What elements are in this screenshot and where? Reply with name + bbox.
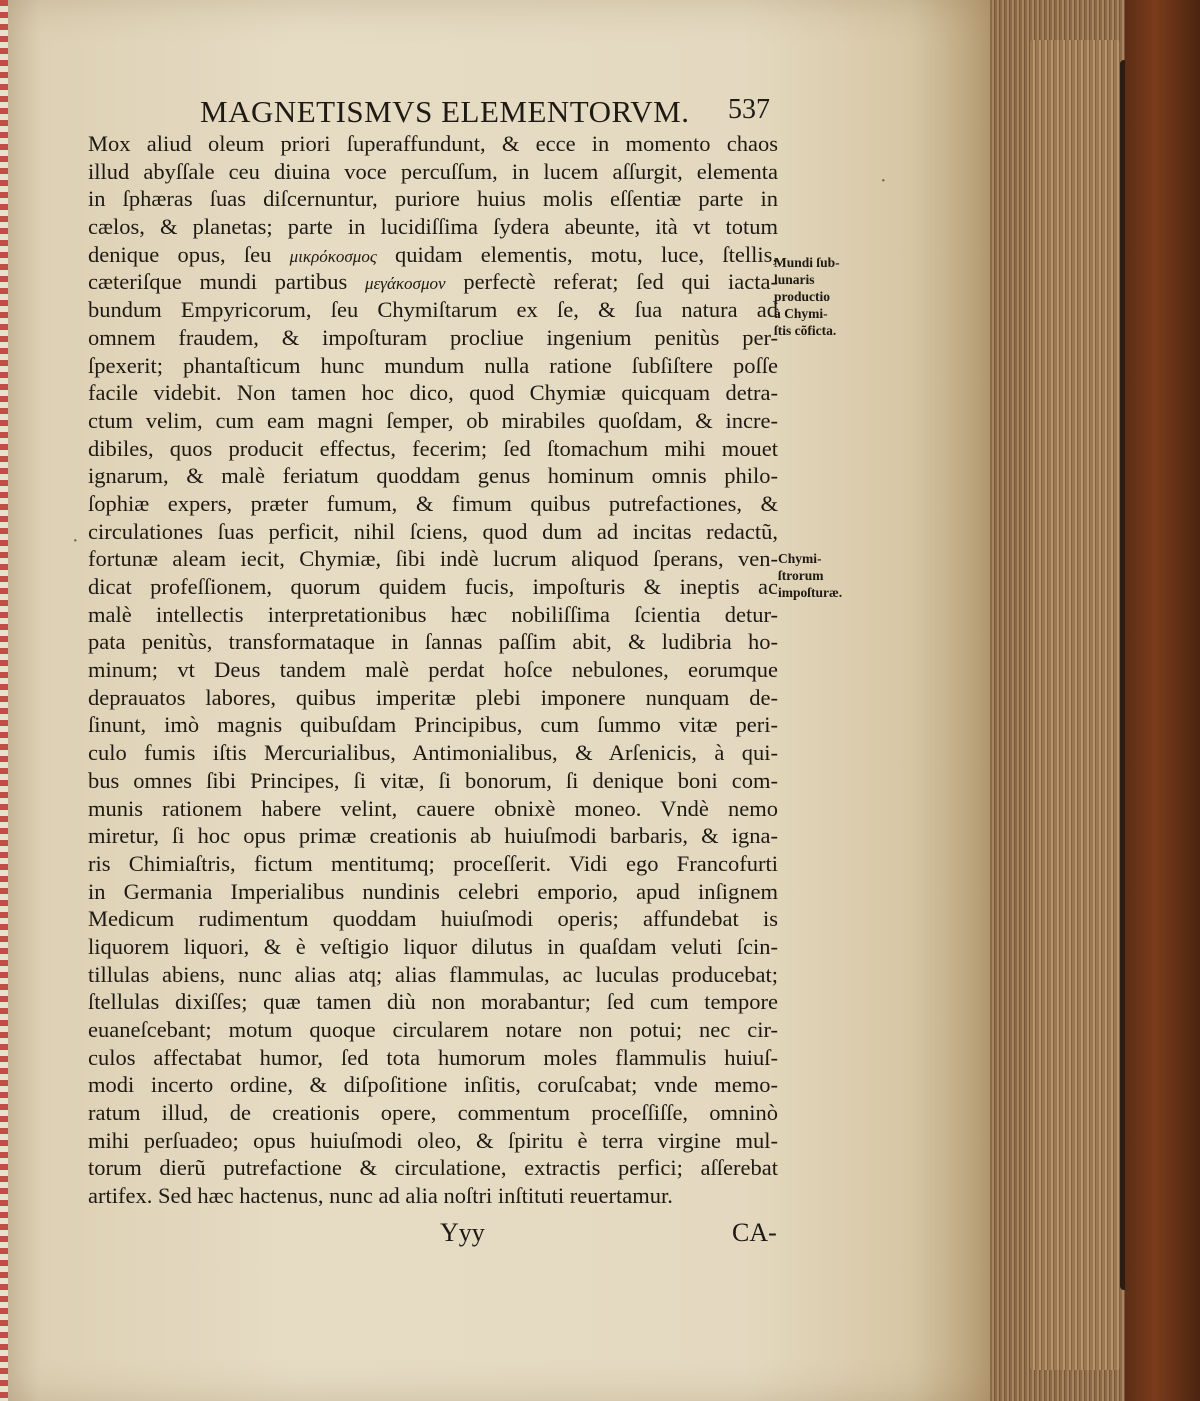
marginal-line: productio [774,289,831,304]
text-line: circulationes ſuas perficit, nihil ſciens, quod dum ad incitas redactũ, [88,518,778,544]
text-line: tillulas abiens, nunc alias atq; alias flammulas, ac luculas producebat; [88,961,778,987]
text-line: fortunæ aleam iecit, Chymiæ, ſibi indè lucrum aliquod ſperans, ven- [88,546,778,572]
text-line: artifex. Sed hæc hactenus, nunc ad alia noſtri inſtituti reuertamur. [88,1183,673,1209]
text-line: ſinunt, imò magnis quibuſdam Principibus, cum ſummo vitæ peri- [88,712,778,738]
text-line: miretur, ſi hoc opus primæ creationis ab huiuſmodi barbaris, & igna- [88,823,778,849]
text-line: liquorem liquori, & è veſtigio liquor dilutus in quaſdam veluti ſcin- [88,933,778,959]
text-line: minum; vt Deus tandem malè perdat hoſce nebulones, eorumque [88,657,778,683]
line-head: denique opus, ſeu [88,241,272,267]
text-line: bundum Empyricorum, ſeu Chymiſtarum ex ſe, & ſua natura ad [88,297,778,323]
text-line: culos affectabat humor, ſed tota humorum moles flammulis huiuſ- [88,1044,778,1070]
marginal-line: à Chymi- [774,306,828,321]
catchword: CA- [732,1218,777,1247]
text-line: in ſphæras ſuas diſcernuntur, puriore huius molis eſſentiæ parte in [88,186,778,212]
text-line: dibiles, quos producit effectus, fecerim; ſed ſtomachum mihi mouet [88,435,778,461]
running-head [200,94,770,134]
text-line: cælos, & planetas; parte in lucidiſſima ſydera abeunte, ità vt totum [88,214,778,240]
line-head: cæteriſque mundi partibus [88,269,348,295]
text-line: omnem fraudem, & impoſturam procliue ingenium penitùs per- [88,324,778,350]
marginal-line: ſtrorum [778,568,824,583]
marginal-note-chymistrorum [778,550,868,601]
text-line: ctum velim, cum eam magni ſemper, ob mirabiles quoſdam, & incre- [88,407,778,433]
text-line: ris Chimiaſtris, fictum mentitumq; proceſſerit. Vidi ego Francofurti [88,850,778,876]
page-block-inner [1030,40,1120,1370]
text-line: malè intellectis interpretationibus hæc nobiliſſima ſcientia detur- [88,601,778,627]
text-line: ſpexerit; phantaſticum hunc mundum nulla ratione ſubſiſtere poſſe [88,352,778,378]
greek-word: μικρόκοσμος [289,246,377,266]
marginal-line: impoſturæ. [778,585,843,600]
marginal-line: lunaris [774,272,815,287]
text-line: modi incerto ordine, & diſpoſitione inſitis, coruſcabat; vnde memo- [88,1072,778,1098]
text-line: ſophiæ expers, præter fumum, & fimum quibus putrefactiones, & [88,490,778,516]
text-line: mihi perſuadeo; opus huiuſmodi oleo, & ſpiritu è terra virgine mul- [88,1127,778,1153]
text-line: ignarum, & malè feriatum quoddam genus hominum omnis philo- [88,463,778,489]
marginal-line: Mundi ſub- [774,255,840,270]
text-line: culo fumis iſtis Mercurialibus, Antimonialibus, & Arſenicis, à qui- [88,740,778,766]
text-line: ſtellulas dixiſſes; quæ tamen diù non morabantur; ſed cum tempore [88,989,778,1015]
line-tail: perfectè referat; ſed qui iacta- [463,269,778,295]
text-line: Mox aliud oleum priori ſuperaffundunt, & ecce in momento chaos [88,131,778,156]
text-line-with-greek [88,241,778,269]
text-line: euaneſcebant; motum quoque circularem notare non potui; nec cir- [88,1017,778,1042]
text-line: illud abyſſale ceu diuina voce percuſſum, in lucem aſſurgit, elementa [88,158,778,184]
marginal-line: Chymi- [778,551,822,566]
stray-mark: · [880,170,887,192]
signature-mark: Yyy [440,1218,485,1247]
line-tail: quidam elementis, motu, luce, ſtellis, [395,241,779,267]
body-text [88,130,778,1210]
text-line: dicat profeſſionem, quorum quidem fucis, impoſturis & ineptis ac [88,574,778,599]
text-line: facile videbit. Non tamen hoc dico, quod Chymiæ quicquam detra- [88,380,778,406]
text-line: ratum illud, de creationis opere, commentum proceſſiſſe, omninò [88,1100,778,1126]
greek-word: μεγάκοσμον [365,274,446,294]
binding-edge [0,0,8,1401]
leather-cover [1125,0,1200,1401]
text-line: in Germania Imperialibus nundinis celebri emporio, apud inſignem [88,878,778,904]
running-title: MAGNETISMVS ELEMENTORVM. [200,94,690,129]
text-line: pata penitùs, transformataque in ſannas paſſim abit, & ludibria ho- [88,629,778,655]
text-line: munis rationem habere velint, cauere obnixè moneo. Vndè nemo [88,795,778,821]
page-number: 537 [728,94,770,125]
text-line: Medicum rudimentum quoddam huiuſmodi operis; affundebat is [88,906,778,932]
text-line-with-greek [88,268,778,296]
text-line: bus omnes ſibi Principes, ſi vitæ, ſi bonorum, ſi denique boni com- [88,767,778,793]
stray-mark: · [72,530,79,552]
text-line: deprauatos labores, quibus imperitæ plebi imponere nunquam de- [88,684,778,710]
marginal-note-mundi [774,254,864,339]
text-line: torum dierũ putrefactione & circulatione, extractis perfici; aſſerebat [88,1155,778,1181]
marginal-line: ſtis cõficta. [774,323,837,338]
